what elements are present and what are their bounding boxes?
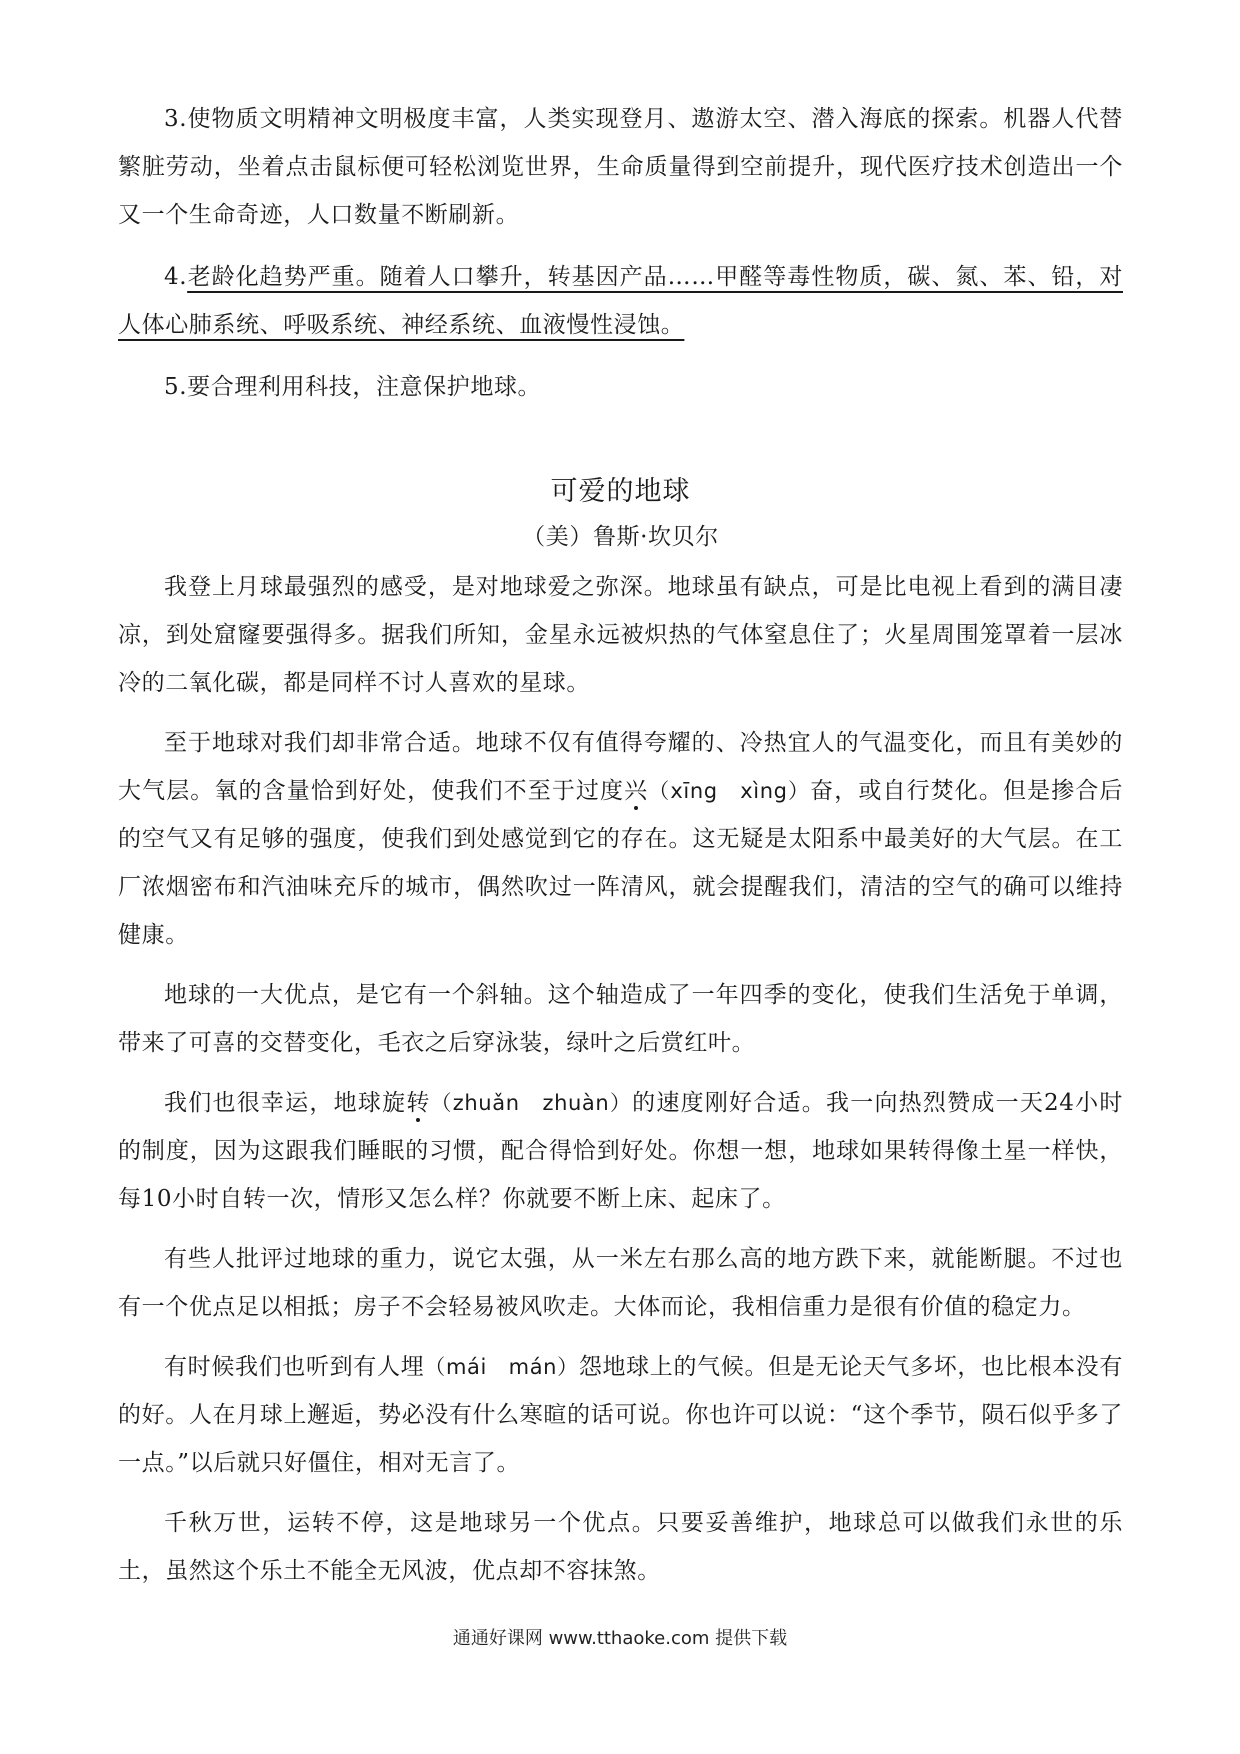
pinyin-choice-xing: （xīng xìng） [648, 779, 811, 803]
article-author: （美）鲁斯·坎贝尔 [522, 524, 719, 550]
answer-4-underlined-text: 老龄化趋势严重。随着人口攀升，转基因产品……甲醛等毒性物质，碳、氮、苯、铅，对人体心肺系统、呼吸系统、神经系统、血液慢性浸蚀。 [118, 264, 1123, 338]
answer-4 [118, 253, 1123, 349]
answers-section [118, 95, 1123, 411]
answer-5: 5.要合理利用科技，注意保护地球。 [164, 374, 542, 400]
pinyin-choice-mai: （mái mán） [424, 1355, 579, 1379]
paragraph-6-text-b: 怨地球上的气候。但是无论天气多坏，也比根本没有的好。人在月球上邂逅，势必没有什么寒暄的话可说。你也许可以说：“这个季节，陨石似乎多了一点。”以后就只好僵住，相对无言了。 [118, 1354, 1123, 1476]
paragraph-4-text-a: 我们也很幸运，地球旋 [164, 1090, 407, 1116]
paragraph-6-text-a: 有时候我们也听到有人埋 [164, 1354, 425, 1380]
document-page [118, 95, 1123, 1607]
paragraph-5: 有些人批评过地球的重力，说它太强，从一米左右那么高的地方跌下来，就能断腿。不过也有一个优点足以相抵；房子不会轻易被风吹走。大体而论，我相信重力是很有价值的稳定力。 [118, 1246, 1123, 1320]
paragraph-6 [118, 1343, 1123, 1487]
paragraph-2-text-b: 奋，或自行焚化。但是掺合后的空气又有足够的强度，使我们到处感觉到它的存在。这无疑是太阳系中最美好的大气层。在工厂浓烟密布和汽油味充斥的城市，偶然吹过一阵清风，就会提醒我们，清洁的空气的确可以维持健康。 [118, 778, 1123, 948]
paragraph-2 [118, 719, 1123, 959]
paragraph-1: 我登上月球最强烈的感受，是对地球爱之弥深。地球虽有缺点，可是比电视上看到的满目凄凉，到处窟窿要强得多。据我们所知，金星永远被炽热的气体窒息住了；火星周围笼罩着一层冰冷的二氧化碳，都是同样不讨人喜欢的星球。 [118, 574, 1123, 696]
page-footer: 通通好课网 www.tthaoke.com 提供下载 [452, 1628, 788, 1649]
dotted-character-xing: 兴 [624, 778, 649, 804]
dotted-character-zhuan: 转 [406, 1090, 431, 1116]
paragraph-3: 地球的一大优点，是它有一个斜轴。这个轴造成了一年四季的变化，使我们生活免于单调，带来了可喜的交替变化，毛衣之后穿泳装，绿叶之后赏红叶。 [118, 982, 1123, 1056]
paragraph-4 [118, 1079, 1123, 1223]
article [118, 469, 1123, 1595]
pinyin-choice-zhuan: （zhuǎn zhuàn） [430, 1091, 633, 1115]
paragraph-7: 千秋万世，运转不停，这是地球另一个优点。只要妥善维护，地球总可以做我们永世的乐土，虽然这个乐土不能全无风波，优点却不容抹煞。 [118, 1510, 1123, 1584]
paragraph-4-text-b: 的速度刚好合适。我一向热烈赞成一天24小时的制度，因为这跟我们睡眠的习惯，配合得恰到好处。你想一想，地球如果转得像土星一样快，每10小时自转一次，情形又怎么样？你就要不断上床、起床了。 [118, 1090, 1123, 1212]
answer-4-number: 4. [164, 264, 188, 290]
paragraph-2-text-a: 至于地球对我们却非常合适。地球不仅有值得夸耀的、冷热宜人的气温变化，而且有美妙的大气层。氧的含量恰到好处，使我们不至于过度 [118, 730, 1123, 804]
article-title: 可爱的地球 [550, 476, 691, 507]
answer-3: 3.使物质文明精神文明极度丰富，人类实现登月、遨游太空、潜入海底的探索。机器人代替繁脏劳动，坐着点击鼠标便可轻松浏览世界，生命质量得到空前提升，现代医疗技术创造出一个又一个生命奇迹，人口数量不断刷新。 [118, 106, 1123, 228]
